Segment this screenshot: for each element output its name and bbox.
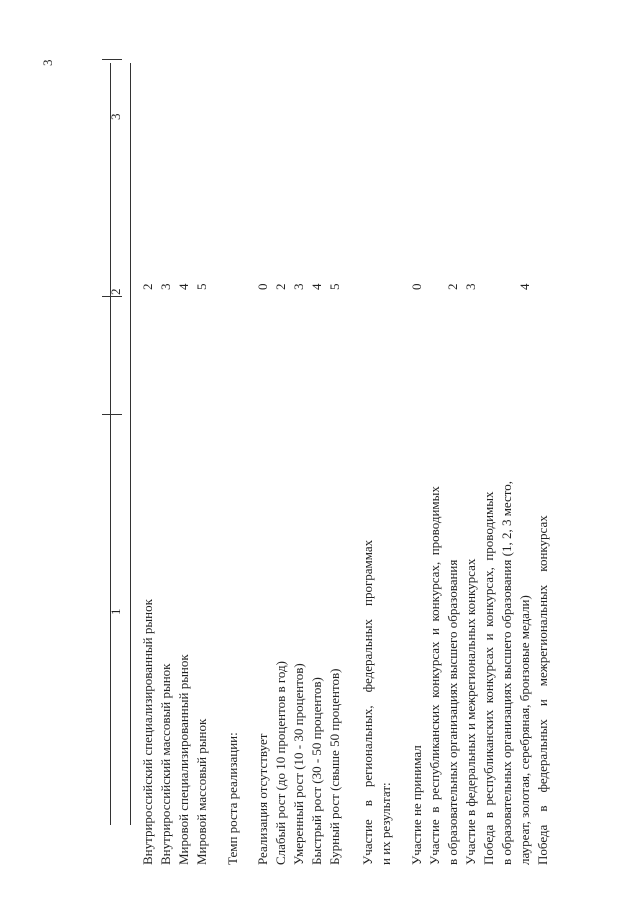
- table-row-label: Быстрый рост (30 - 50 процентов): [309, 677, 324, 865]
- table-row-label: Бурный рост (свыше 50 процентов): [327, 668, 342, 865]
- column-divider: [102, 59, 122, 60]
- table-row-value: 2: [140, 283, 155, 290]
- table-row-label: Мировой специализированный рынок: [176, 654, 191, 865]
- table-row-value: 0: [409, 283, 424, 290]
- table-row-label: Внутрироссийский специализированный рынок: [140, 599, 155, 865]
- column-header-1: 1: [108, 608, 123, 615]
- table-row-label: Участие не принимал: [409, 745, 424, 865]
- table-row-label: Реализация отсутствует: [255, 733, 270, 865]
- table-row-label: Победа в федеральных и межрегиональных конкурсах: [535, 515, 550, 865]
- table-header-rule: [130, 63, 131, 825]
- table-row-label: лауреат, золотая, серебряная, бронзовые медали): [517, 595, 532, 865]
- table-row-value: 2: [445, 283, 460, 290]
- table-row-label: Участие в республиканских конкурсах и конкурсах, проводимых: [427, 486, 442, 865]
- table-row-value: 5: [327, 283, 342, 290]
- table-row-value: 4: [176, 283, 191, 290]
- rotated-table: [0, 40, 639, 880]
- table-row-label: Умеренный рост (10 - 30 процентов): [291, 663, 306, 865]
- table-row-value: 3: [158, 283, 173, 290]
- table-row-value: 3: [463, 283, 478, 290]
- table-row-label: Слабый рост (до 10 процентов в год): [273, 661, 288, 865]
- column-divider: [102, 414, 122, 415]
- table-row-value: 4: [517, 283, 532, 290]
- table-row-label: в образовательных организациях высшего образования (1, 2, 3 место,: [499, 480, 514, 865]
- table-row-value: 0: [255, 283, 270, 290]
- column-divider: [102, 296, 122, 297]
- page-number: 3: [40, 59, 55, 66]
- table-row-label: в образовательных организациях высшего образования: [445, 559, 460, 865]
- column-header-2: 2: [108, 288, 123, 295]
- table-row-label: Мировой массовый рынок: [194, 718, 209, 865]
- table-row-label: Внутрироссийский массовый рынок: [158, 663, 173, 865]
- table-row-label: Победа в республиканских конкурсах и конкурсах, проводимых: [481, 491, 496, 865]
- table-row-value: 5: [194, 283, 209, 290]
- section-heading: и их результат:: [378, 782, 393, 865]
- table-row-label: Участие в федеральных и межрегиональных конкурсах: [463, 558, 478, 865]
- table-top-rule: [110, 63, 111, 825]
- table-row-value: 3: [291, 283, 306, 290]
- column-header-3: 3: [108, 113, 123, 120]
- section-heading: Участие в региональных, федеральных программах: [360, 539, 375, 865]
- table-row-value: 4: [309, 283, 324, 290]
- table-row-value: 2: [273, 283, 288, 290]
- section-heading: Темп роста реализации:: [225, 732, 240, 865]
